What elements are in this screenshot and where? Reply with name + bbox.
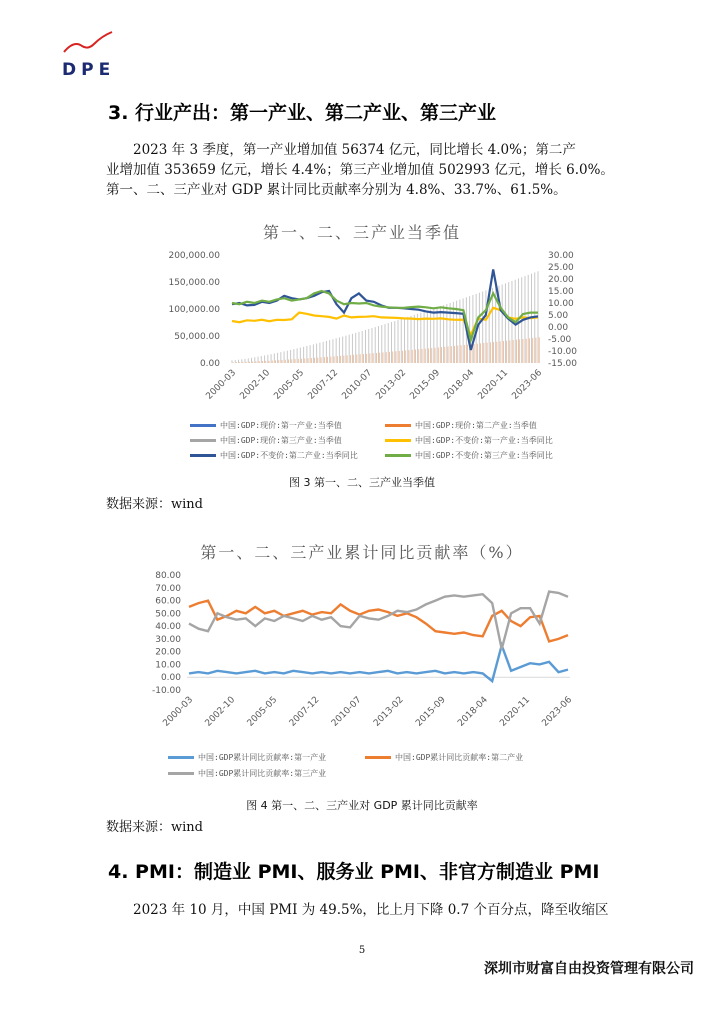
chart2-y-tick: 80.00 <box>155 571 181 581</box>
chart2-x-tick: 2013-02 <box>372 695 406 729</box>
chart1-legend-item: 中国:GDP:不变价:第三产业:当季同比 <box>385 450 553 461</box>
chart2-y-tick: 50.00 <box>155 609 181 620</box>
section-4-line-1: 2023 年 10 月，中国 PMI 为 49.5%，比上月下降 0.7 个百分点，降至收缩区 <box>133 902 609 918</box>
chart1-legend-item: 中国:GDP:现价:第三产业:当季值 <box>190 435 342 446</box>
chart1-legend-item: 中国:GDP:不变价:第一产业:当季同比 <box>385 435 553 446</box>
chart1-x-tick: 2018-04 <box>442 368 477 402</box>
chart2-x-tick: 2023-06 <box>540 695 575 729</box>
chart1-x-tick: 2020-11 <box>476 368 511 402</box>
chart2-legend-item: 中国:GDP累计同比贡献率:第一产业 <box>168 752 326 763</box>
chart2-x-tick: 2007-12 <box>287 695 322 729</box>
chart1-right-tick: 20.00 <box>548 275 574 285</box>
chart2-x-tick: 2020-11 <box>498 695 533 729</box>
chart2-legend <box>150 752 600 782</box>
chart1-left-tick: 100,000.00 <box>168 305 220 315</box>
chart2-legend-item: 中国:GDP累计同比贡献率:第二产业 <box>365 752 523 763</box>
page-number: 5 <box>358 945 366 956</box>
chart1-right-tick: -15.00 <box>548 359 578 369</box>
section-4-heading: 4. PMI：制造业 PMI、服务业 PMI、非官方制造业 PMI <box>108 861 600 883</box>
section-3-paragraph <box>106 140 616 200</box>
chart1-left-tick: 0.00 <box>199 359 220 369</box>
chart1-x-tick: 2013-02 <box>374 368 409 402</box>
chart2-y-tick: 20.00 <box>155 647 181 658</box>
chart1-right-tick: 15.00 <box>548 287 574 297</box>
chart1-legend-item: 中国:GDP:现价:第二产业:当季值 <box>385 420 537 431</box>
chart2-y-tick: 60.00 <box>155 596 181 607</box>
chart1 <box>150 245 590 415</box>
chart1-legend <box>160 420 600 465</box>
chart1-right-tick: 25.00 <box>548 263 574 273</box>
chart1-right-tick: 10.00 <box>548 299 574 309</box>
chart2-title: 第一、二、三产业累计同比贡献率（%） <box>200 543 524 562</box>
chart2-caption: 图 4 第一、二、三产业对 GDP 累计同比贡献率 <box>246 799 478 812</box>
chart2-series-line <box>189 601 568 642</box>
chart1-source: 数据来源：wind <box>106 497 203 512</box>
section-4-paragraph <box>106 900 626 920</box>
chart1-legend-item: 中国:GDP:不变价:第二产业:当季同比 <box>190 450 358 461</box>
chart1-x-tick: 2015-09 <box>408 368 443 402</box>
chart1-left-tick: 50,000.00 <box>174 332 220 342</box>
chart1-right-tick: -10.00 <box>548 347 578 357</box>
chart2-x-tick: 2005-05 <box>245 695 280 729</box>
chart2-legend-item: 中国:GDP累计同比贡献率:第三产业 <box>168 768 326 779</box>
chart2-y-tick: 10.00 <box>155 660 181 671</box>
chart2-series-line <box>189 645 568 681</box>
chart2-x-tick: 2018-04 <box>456 695 490 729</box>
chart1-right-tick: 5.00 <box>548 311 569 321</box>
chart1-x-tick: 2000-03 <box>204 368 239 402</box>
chart2-y-tick: 0.00 <box>160 673 181 684</box>
section-3-heading: 3. 行业产出：第一产业、第二产业、第三产业 <box>108 102 497 124</box>
chart2-source: 数据来源：wind <box>106 820 203 835</box>
section-3-line-3: 第一、二、三产业对 GDP 累计同比贡献率分别为 4.8%、33.7%、61.5%。 <box>106 182 567 198</box>
section-3-line-2: 业增加值 353659 亿元，增长 4.4%；第三产业增加值 502993 亿元，增长 6.0%。 <box>106 162 614 178</box>
chart1-title: 第一、二、三产业当季值 <box>262 223 461 242</box>
section-3-line-1: 2023 年 3 季度，第一产业增加值 56374 亿元，同比增长 4.0%；第二产 <box>133 142 576 158</box>
chart2-y-tick: -10.00 <box>151 686 181 696</box>
chart2-y-tick: 40.00 <box>155 622 181 633</box>
chart2-y-tick: 70.00 <box>155 583 181 594</box>
chart2-y-tick: 30.00 <box>155 634 181 645</box>
chart2-x-tick: 2010-07 <box>329 695 364 729</box>
chart1-right-tick: 30.00 <box>548 251 574 261</box>
chart1-left-tick: 200,000.00 <box>168 251 220 261</box>
chart2-x-tick: 2002-10 <box>203 695 238 729</box>
chart2 <box>145 565 585 735</box>
chart1-x-tick: 2005-05 <box>272 368 307 402</box>
chart2-x-tick: 2015-09 <box>414 695 448 729</box>
chart1-x-tick: 2010-07 <box>340 368 375 402</box>
chart1-caption: 图 3 第一、二、三产业当季值 <box>289 476 435 489</box>
chart1-right-tick: -5.00 <box>548 335 572 345</box>
chart1-x-tick: 2023-06 <box>510 368 545 402</box>
chart1-left-tick: 150,000.00 <box>168 278 220 288</box>
chart1-x-tick: 2007-12 <box>306 368 341 402</box>
chart1-legend-item: 中国:GDP:现价:第一产业:当季值 <box>190 420 342 431</box>
chart1-right-tick: 0.00 <box>548 323 569 333</box>
chart1-x-tick: 2002-10 <box>238 368 273 402</box>
chart2-x-tick: 2000-03 <box>161 695 196 729</box>
company-name: 深圳市财富自由投资管理有限公司 <box>484 961 694 977</box>
logo-text: DPE <box>62 60 116 80</box>
logo-swoosh-icon <box>64 32 112 52</box>
